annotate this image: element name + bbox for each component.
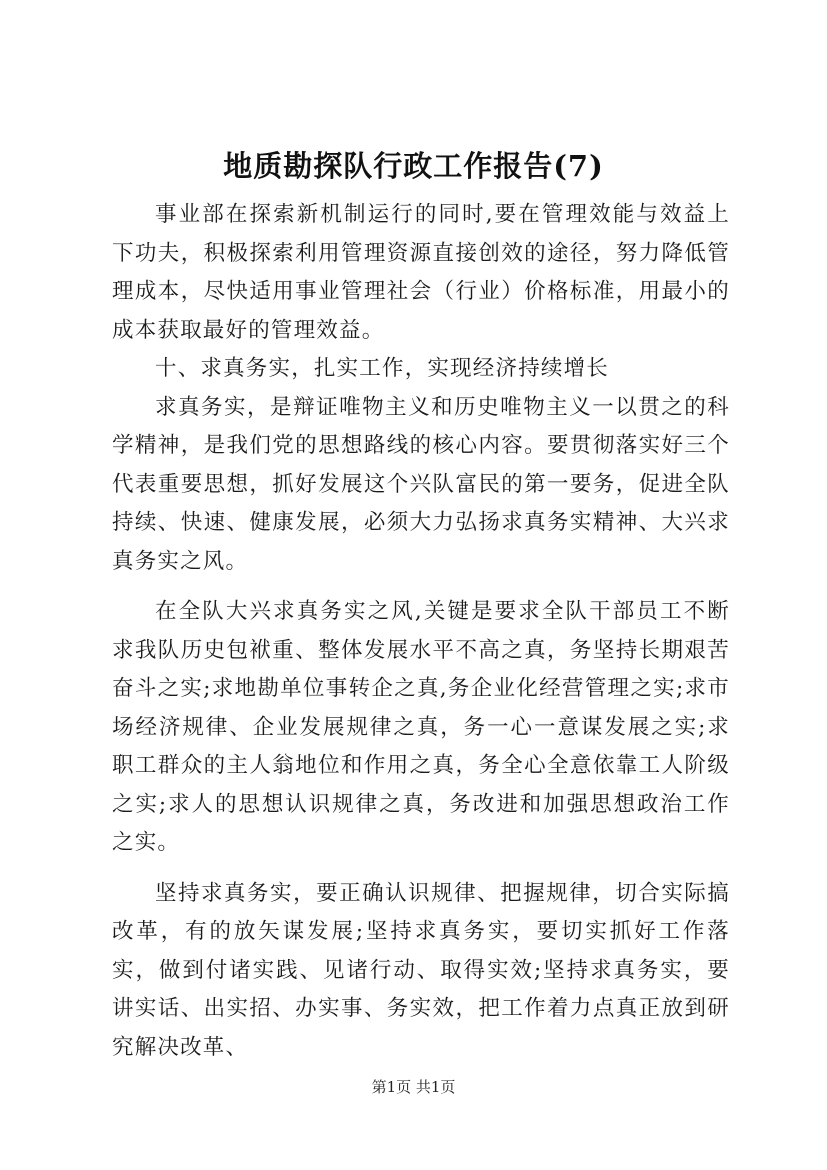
paragraph-intro: 事业部在探索新机制运行的同时,要在管理效能与效益上下功夫，积极探索利用管理资源直接创效的途径，努力降低管理成本，尽快适用事业管理社会（行业）价格标准，用最小的成本获取最好的管理效益。 [112,202,730,343]
paragraph-persist: 坚持求真务实，要正确认识规律、把握规律，切合实际搞改革，有的放矢谋发展;坚持求真务实，要切实抓好工作落实，做到付诸实践、见诸行动、取得实效;坚持求真务实，要讲实话、出实招、办实事、务实效，把工作着力点真正放到研究解决改革、 [112,880,730,1060]
document-body [112,196,730,1067]
page-footer: 第1页 共1页 [371,1078,456,1096]
section-heading: 十、求真务实，扎实工作，实现经济持续增长 [155,356,610,381]
paragraph-seek-truth: 求真务实，是辩证唯物主义和历史唯物主义一以贯之的科学精神，是我们党的思想路线的核心内容。要贯彻落实好三个代表重要思想，抓好发展这个兴队富民的第一要务，促进全队持续、快速、健康发展，必须大力弘扬求真务实精神、大兴求真务实之风。 [112,394,730,574]
document-title: 地质勘探队行政工作报告(7) [223,149,604,183]
paragraph-whole-team: 在全队大兴求真务实之风,关键是要求全队干部员工不断求我队历史包袱重、整体发展水平不高之真，务坚持长期艰苦奋斗之实;求地勘单位事转企之真,务企业化经营管理之实;求市场经济规律、企业发展规律之真，务一心一意谋发展之实;求职工群众的主人翁地位和作用之真，务全心全意依靠工人阶级之实;求人的思想认识规律之真，务改进和加强思想政治工作之实。 [112,599,730,855]
